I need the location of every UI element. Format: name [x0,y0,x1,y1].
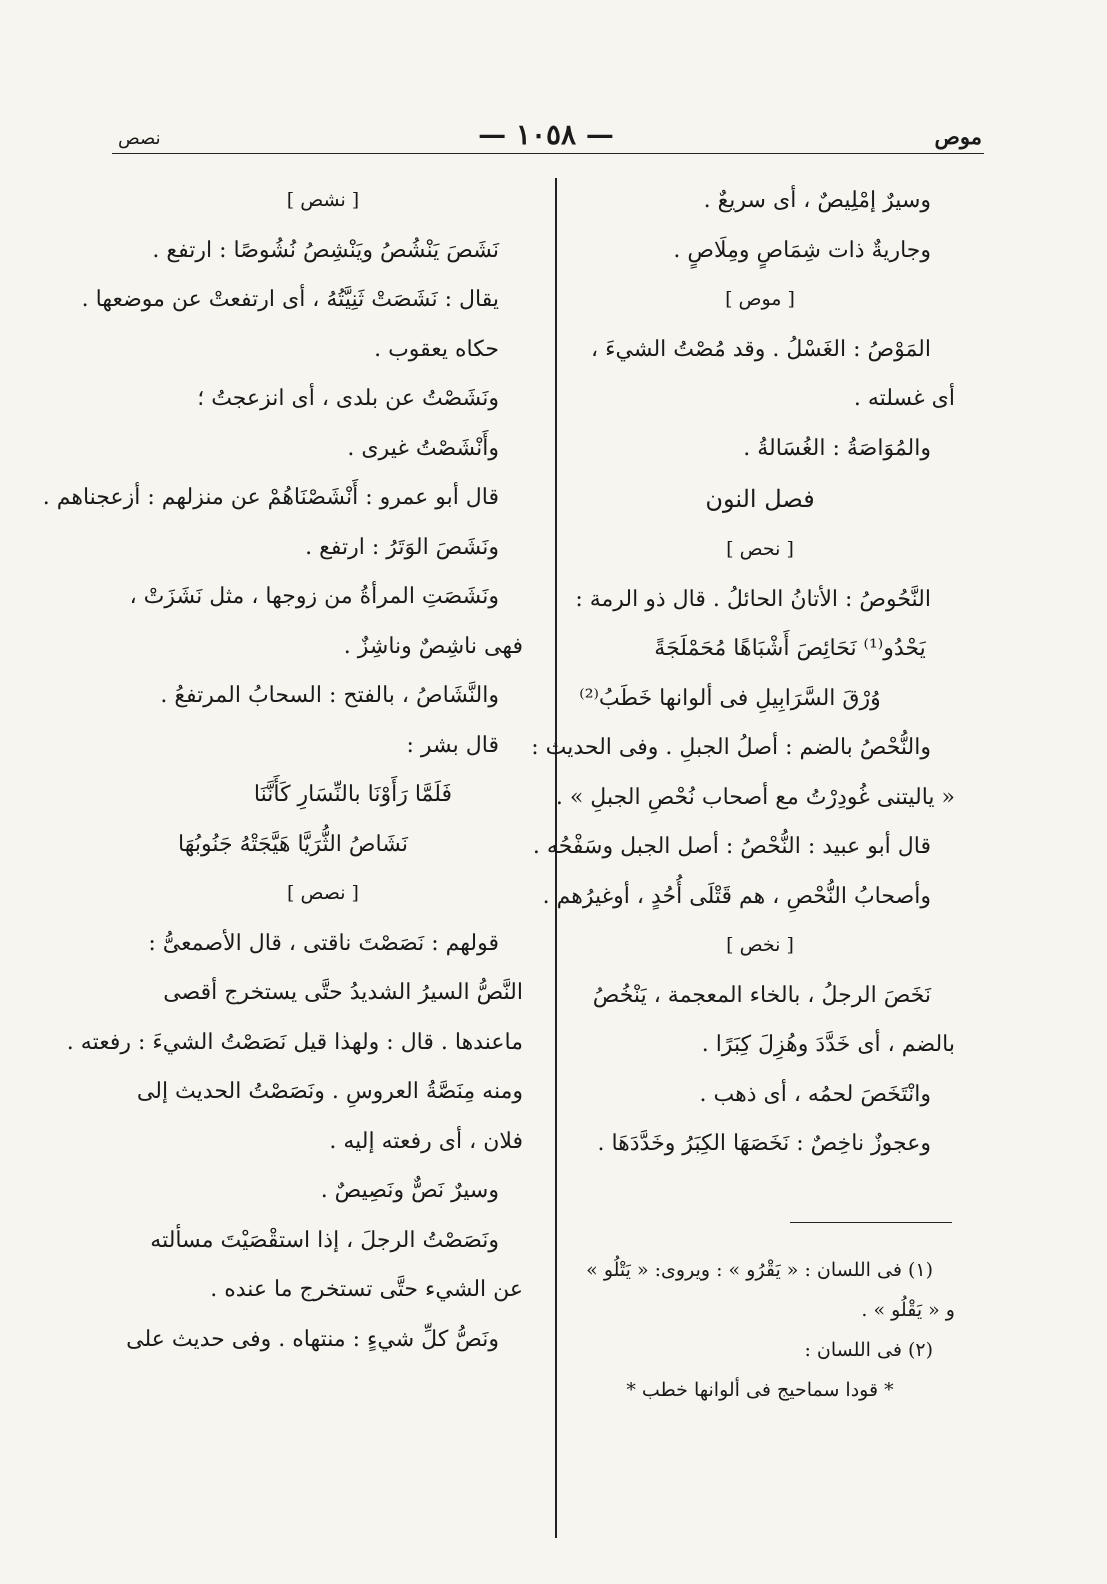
text-line: وسيرٌ نَصٌّ ونَصِيصٌ . [320,1178,499,1203]
right-column [531,176,955,1169]
footnote-line: و « يَقْلُو » . [861,1299,955,1321]
text-line: نَخَصَ الرجلُ ، بالخاء المعجمة ، يَنْخُصُ [592,982,931,1008]
text-line: فهى ناشِصٌ وناشِزٌ . [343,633,523,659]
text-line: نَشَصَ يَنْشُصُ ويَنْشِصُ نُشُوصًا : ارتفع . [152,237,499,263]
text-line: ونَصُّ كلِّ شيءٍ : منتهاه . وفى حديث على [126,1326,499,1352]
text-line: ونَشَصْتُ عن بلدى ، أى انزعجتُ ؛ [197,386,499,411]
entry-heading: [ نحص ] [726,538,794,560]
verse-line: نَشَاصُ الثُّرَيَّا هَيَّجَتْهُ جَنُوبُهَا [178,831,408,857]
footnote-rule [790,1222,952,1223]
entry-heading: [ موص ] [725,288,795,310]
text-line: وعجوزٌ ناخِصٌ : نَخَصَهَا الكِبَرُ وخَدَّدَهَا . [597,1131,931,1156]
right-headword: موص [934,124,982,149]
text-line: والنُّحْصُ بالضم : أصلُ الجبلِ . وفى الحديث : [531,735,931,760]
page-header [110,118,982,158]
text-line: وأصحابُ النُّحْصِ ، هم قَتْلَى أُحُدٍ ، أوغيرُهم . [542,883,931,909]
page-number: — ١٠٥٨ — [478,118,614,151]
verse-line: وُرْقَ السَّرَابِيلِ فى ألوانها خَطَبُ⁽²⁾ [579,685,881,711]
text-line: ماعندها . قال : ولهذا قيل نَصَصْتُ الشيءَ : رفعته . [66,1029,523,1055]
entry-heading: [ نشص ] [286,189,360,211]
entry-heading: [ نخص ] [726,934,794,956]
text-line: أى غسلته . [853,386,955,411]
entry-heading: [ نصص ] [287,882,359,904]
text-line: وسيرٌ إمْلِيصٌ ، أى سريعٌ . [703,188,931,213]
text-line: ونَشَصَ الوَتَرُ : ارتفع . [305,534,499,560]
text-line: عن الشيء حتَّى تستخرج ما عنده . [210,1277,523,1302]
text-line: يقال : نَشَصَتْ ثَنِيَّتُهُ ، أى ارتفعتْ عن موضعها . [81,287,499,312]
text-line: بالضم ، أى خَدَّدَ وهُزِلَ كِبَرًا . [701,1032,955,1057]
text-line: ومنه مِنَصَّةُ العروسِ . ونَصَصْتُ الحديث إلى [136,1079,523,1104]
text-line: وجاريةٌ ذات شِمَاصٍ ومِلَاصٍ . [673,237,931,263]
text-line: والنَّشَاصُ ، بالفتح : السحابُ المرتفعُ . [160,683,499,708]
text-line: النَّحُوصُ : الأتانُ الحائلُ . قال ذو الرمة : [575,586,931,612]
header-rule [112,153,984,154]
text-line: قولهم : نَصَصْتَ ناقتى ، قال الأصمعىُّ : [148,930,499,956]
text-line: ونَشَصَتِ المرأةُ من زوجها ، مثل نَشَزَتْ ، [129,584,499,609]
text-line: والمُوَاصَةُ : الغُسَالةُ . [743,435,931,461]
left-headword: نصص [118,128,161,149]
section-title: فصل النون [705,485,815,513]
text-line: قال بشر : [406,732,499,758]
footnotes [565,1250,955,1410]
footnote-line: * قودا سماحيج فى ألوانها خطب * [626,1379,894,1401]
text-line: ونَصَصْتُ الرجلَ ، إذا استقْصَيْتَ مسألته [150,1227,499,1253]
verse-line: يَحْدُو⁽¹⁾ نَحَائِصَ أَشْبَاهًا مُحَمْلَجَةً [654,636,926,661]
text-line: قال أبو عمرو : أَنْشَصْنَاهُمْ عن منزلهم : أزعجناهم . [42,485,499,510]
verse-line: فَلَمَّا رَأَوْنَا بالنِّسَارِ كَأَنَّنَا [253,782,453,807]
text-line: وانْتَخَصَ لحمُه ، أى ذهب . [699,1081,931,1107]
text-line: المَوْصُ : الغَسْلُ . وقد مُصْتُ الشيءَ ، [591,336,931,362]
text-line: حكاه يعقوب . [374,336,499,362]
text-line: فلان ، أى رفعته إليه . [329,1128,523,1154]
footnote-line: (٢) فى اللسان : [804,1339,933,1361]
footnote-line: (١) فى اللسان : « يَقْرُو » : ويروى: « يَتْلُو » [586,1259,933,1281]
text-line: النَّصُّ السيرُ الشديدُ حتَّى يستخرج أقصى [163,980,523,1005]
text-line: « ياليتنى غُودِرْتُ مع أصحاب نُحْصِ الجبلِ » . [555,784,955,810]
left-column [42,176,523,1364]
text-line: قال أبو عبيد : النُّحْصُ : أصل الجبل وسَفْحُه . [532,834,931,859]
text-line: وأَنْشَصْتُ غيرى . [347,435,499,461]
